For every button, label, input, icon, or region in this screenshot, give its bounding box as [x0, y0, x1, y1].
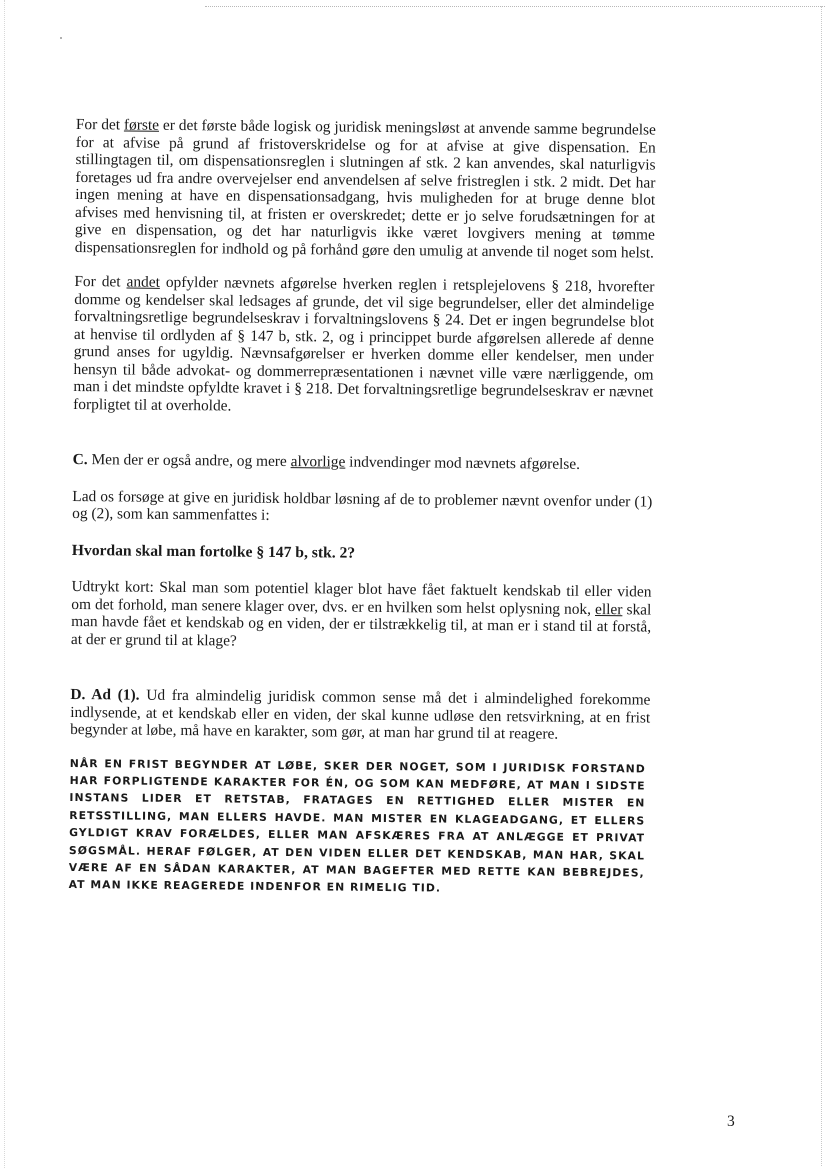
paragraph-text: er det første både logisk og juridisk meningsløst at anvende samme begrundelse for at afvise på grund af fristoverskridelse og for at afvise at give dispensation. En stillingtagen til, om dispensationsreglen i slutningen af stk. 2 kan anvendes, skal naturligvis foretages ud fra andre overvejelser end anvendelsen af selve fristreglen i stk. 2 midt. Det har ingen mening at have en dispensationsadgang, hvis muligheden for at bruge denne blot afvises med henvisning til, at fristen er overskredet; dette er jo selve forudsætningen for at give en dispensation, og det har naturligvis ikke været lovgivers mening at tømme dispensationsreglen for indhold og på forhånd gøre den umulig at anvende til noget som helst. [74, 116, 656, 262]
paragraph-first-argument [75, 116, 656, 262]
underlined-word-eller: eller [595, 600, 623, 618]
paragraph-text: Lad os forsøge at give en juridisk holdbar løsning af de to problemer nævnt ovenfor under (1) og (2), som kan sammenfattes i: [72, 487, 653, 524]
paragraph-lead: Udtrykt kort: Skal man som potentiel klager blot have fået faktuelt kendskab til eller viden om det forhold, man senere klager over, dvs. er en hvilken som helst oplysning nok, [71, 577, 652, 618]
paragraph-second-argument [73, 273, 654, 419]
paragraph-lead: For det [75, 116, 125, 134]
section-label-c: C. [72, 450, 88, 469]
underlined-word-alvorlige: alvorlige [290, 453, 346, 471]
scan-border-right [821, 6, 822, 1166]
underlined-word-andet: andet [126, 273, 160, 291]
section-heading: Hvordan skal man fortolke § 147 b, stk. 2? [71, 541, 356, 562]
paragraph-lead: Men der er også andre, og mere [87, 451, 291, 471]
section-c-paragraph [73, 451, 653, 474]
page-number: 3 [727, 1113, 735, 1130]
paragraph-text: Ud fra almindelig juridisk common sense må det i almindelighed forekomme indlysende, at et kendskab eller en viden, der skal kunne udløse den retsvirkning, at en frist begynder at løbe, må have en karakter, som gør, at man har grund til at reagere. [70, 686, 651, 743]
document-body [69, 116, 656, 899]
scan-speck [60, 37, 62, 39]
uppercase-quote-paragraph: NÅR EN FRIST BEGYNDER AT LØBE, SKER DER NOGET, SOM I JURIDISK FORSTAND HAR FORPLIGTENDE KARAKTER FOR ÉN, OG SOM KAN MEDFØRE, AT MAN I SIDSTE INSTANS LIDER ET RETSTAB, FRATAGES EN RETTIGHED ELLER MISTER EN RETSSTILLING, MAN ELLERS HAVDE. MAN MISTER EN KLAGEADGANG, ET ELLERS GYLDIGT KRAV FORÆLDES, ELLER MAN AFSKÆRES FRA AT ANLÆGGE ET PRIVAT SØGSMÅL. HERAF FØLGER, AT DEN VIDEN ELLER DET KENDSKAB, MAN HAR, SKAL VÆRE AF EN SÅDAN KARAKTER, AT MAN BAGEFTER MED RETTE KAN BEBREJDES, AT MAN IKKE REAGEREDE INDENFOR EN RIMELIG TID. [68, 756, 646, 895]
paragraph-text: indvendinger mod nævnets afgørelse. [345, 453, 581, 473]
section-label-d: D. Ad (1). [70, 685, 140, 704]
paragraph-lead: For det [74, 272, 127, 291]
paragraph-problem-summary [72, 487, 652, 528]
paragraph-text: opfylder nævnets afgørelse hverken reglen i retsplejelovens § 218, hvorefter domme og kendelser skal ledsages af grunde, det vil sige begrundelser, eller det almindelige forvaltningsretlige begrundelseskrav i forvaltningslovens § 24. Det er ingen begrundelse blot at henvise til ordlyden af § 147 b, stk. 2, og i princippet burde afgørelsen allerede af denne grund anses for ugyldig. Nævnsafgørelser er hverken domme eller kendelser, men under hensyn til både advokat- og dommerrepræsentationen i nævnet ville være nærliggende, om man i det mindste opfyldte kravet i § 218. Det forvaltningsretlige begrundelseskrav er nævnet forpligtet til at overholde. [73, 273, 655, 415]
section-d-paragraph [70, 686, 650, 744]
paragraph-text: skal man havde fået et kendskab og en viden, der er tilstrækkelig til, at man er i stand til at forstå, at der er grund til at klage? [70, 600, 652, 650]
paragraph-short-question [71, 578, 652, 654]
scan-border-left [4, 0, 5, 1168]
scan-border-top [205, 6, 825, 7]
underlined-word-forste: første [123, 116, 160, 134]
